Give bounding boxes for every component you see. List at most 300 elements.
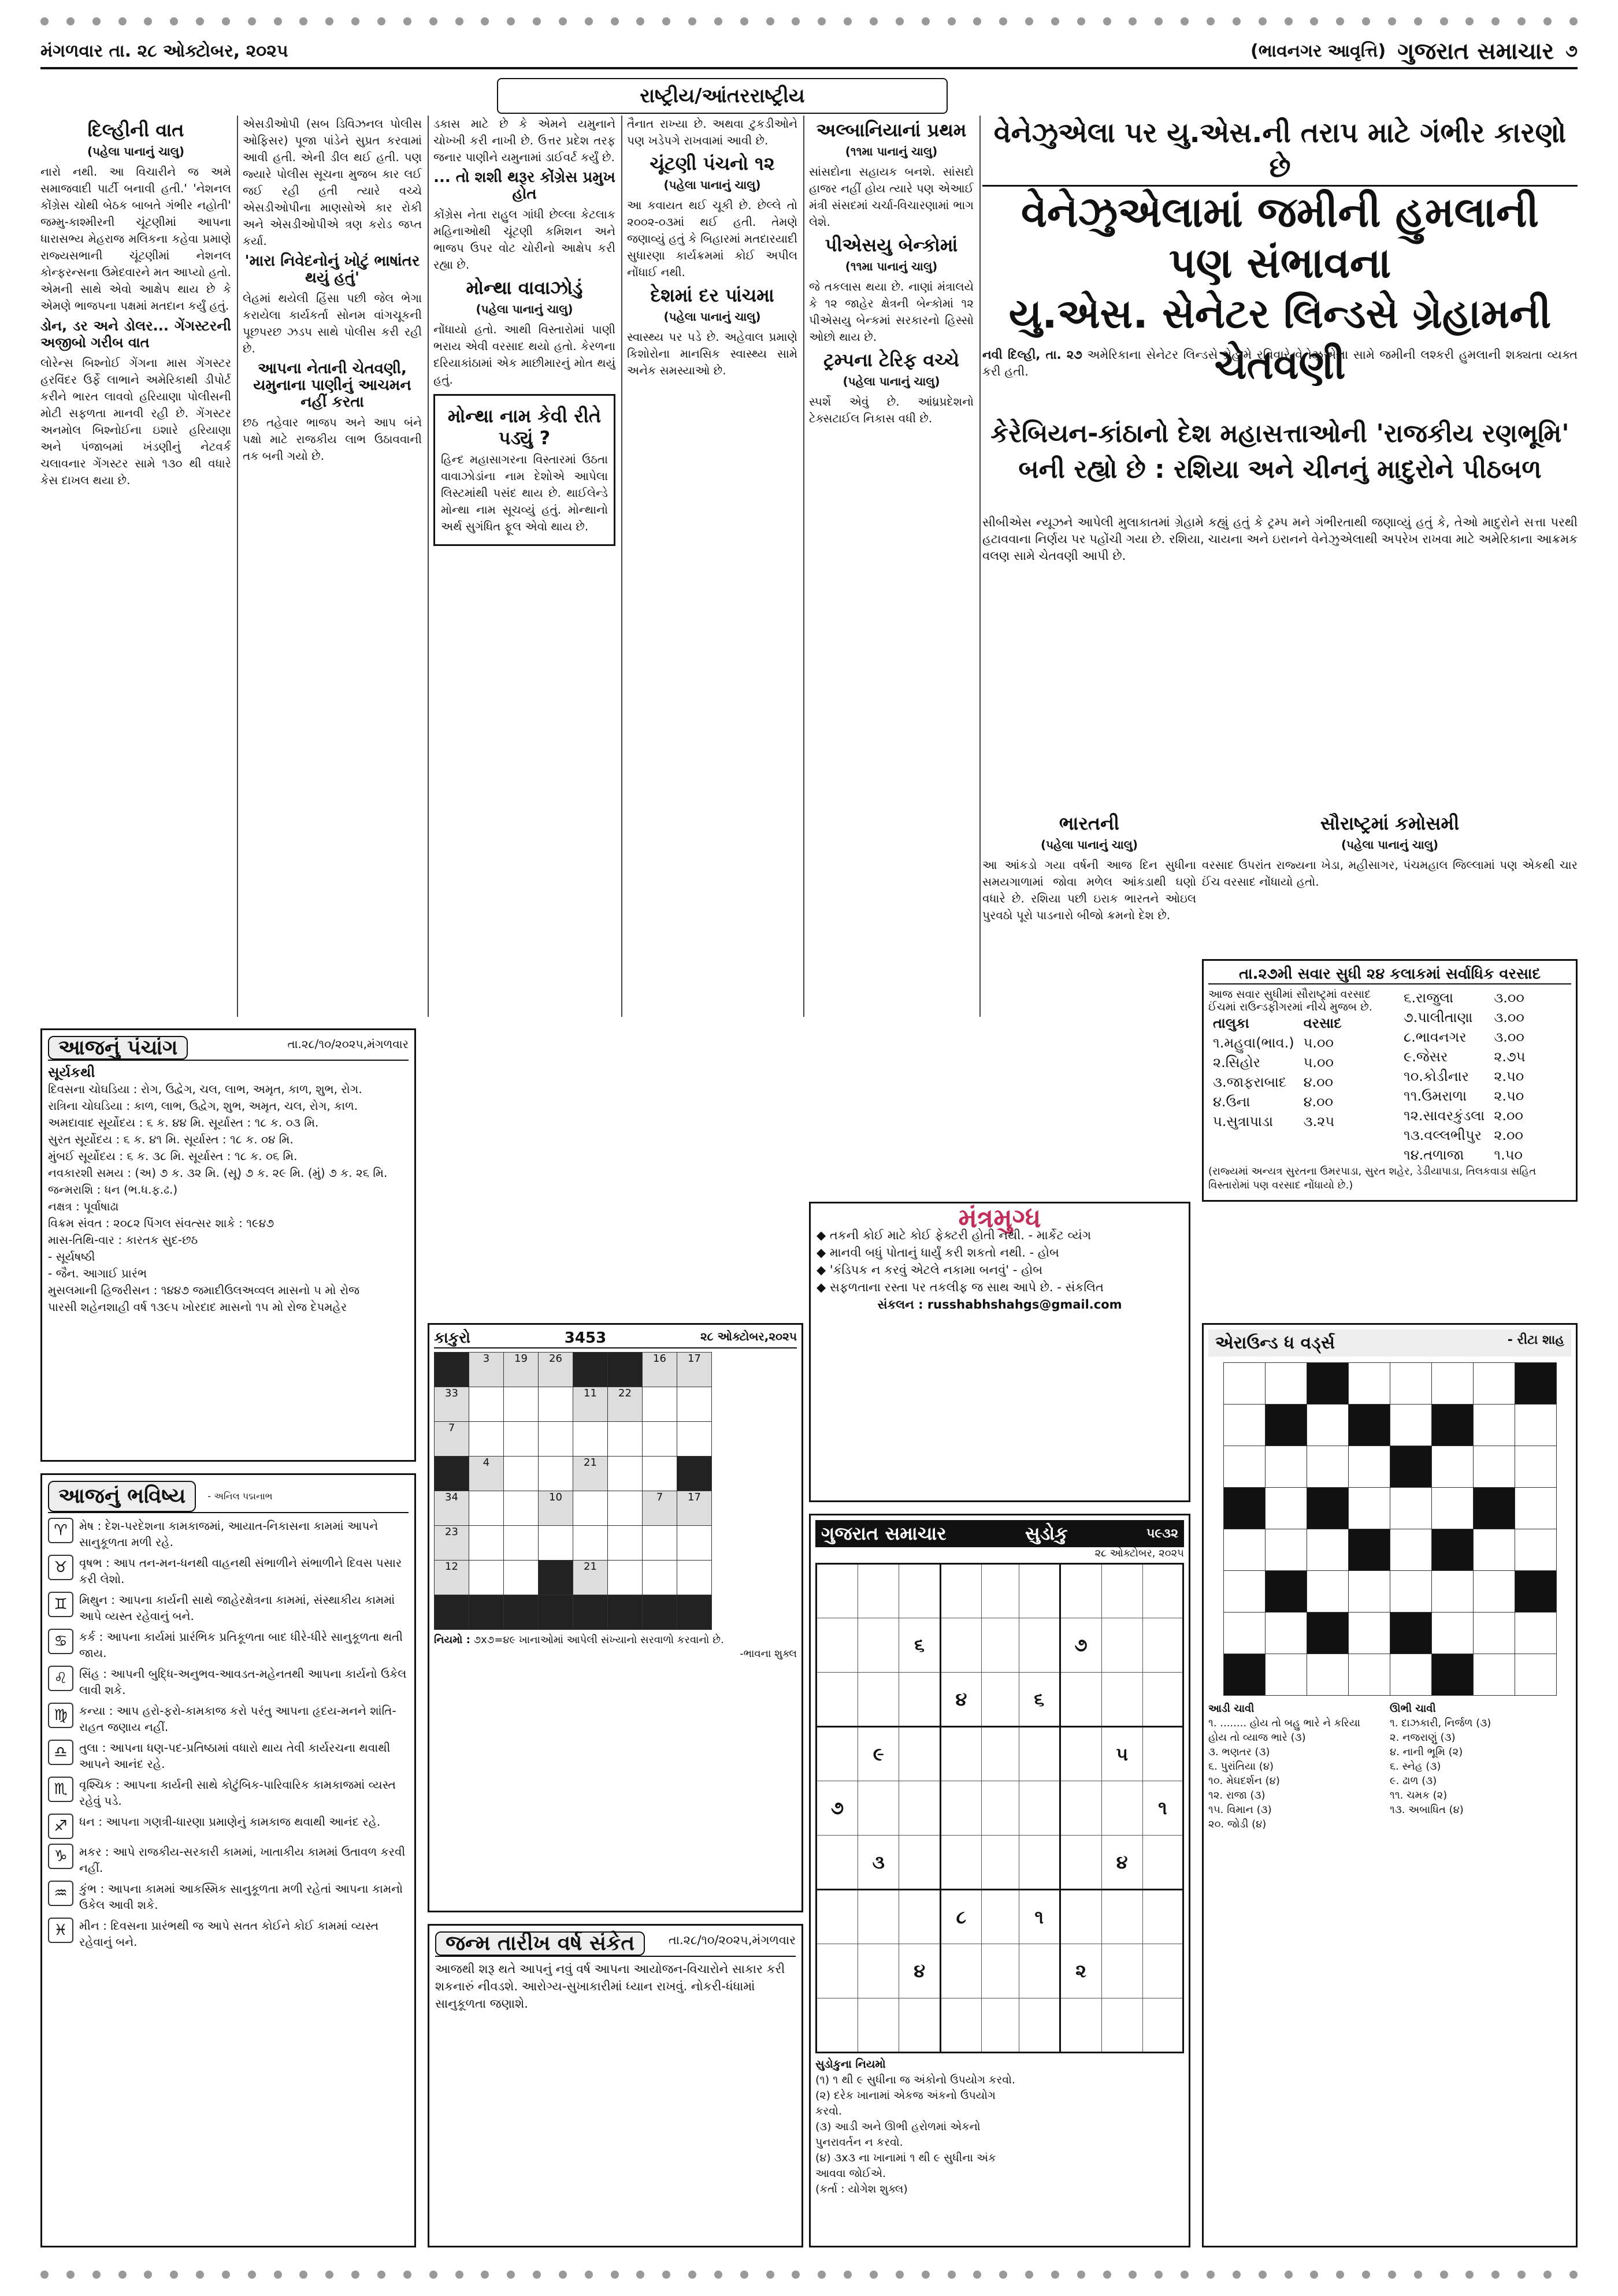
- sudoku-cell: [1060, 1564, 1101, 1618]
- kakuro-cell: [539, 1422, 573, 1457]
- across-clue: ૧૨. રાજા (૩): [1208, 1789, 1266, 1801]
- sudoku-cell: [940, 1944, 981, 1998]
- registration-dot: [1103, 17, 1111, 25]
- kakuro-cell: [469, 1422, 504, 1457]
- registration-dot: [844, 2271, 852, 2279]
- registration-dot: [1543, 2271, 1552, 2279]
- continued-label: (પહેલા પાનાનું ચાલુ): [663, 178, 761, 192]
- crossword-cell: [1390, 1529, 1431, 1571]
- body-text: સ્વાસ્થ્ય પર પડે છે. અહેવાલ પ્રમાણે કિશોરોના માનસિક સ્વાસ્થ્ય સામે અનેક સમસ્યાઓ છે.: [627, 330, 797, 377]
- crossword-cell: [1431, 1571, 1473, 1613]
- kakuro-cell: 23: [435, 1526, 469, 1561]
- crossword-cell: [1348, 1446, 1390, 1488]
- registration-dot: [1103, 2271, 1111, 2279]
- sudoku-cell: ૩: [858, 1836, 899, 1890]
- body-text: સ્પર્શે એવું છે. આંધ્રપ્રદેશનો ટેક્સટાઈલ નિકાસ વધી છે.: [809, 395, 974, 425]
- sudoku-row: [817, 1890, 1183, 1944]
- rashi-text: કુંભ : આપના કામમાં આકસ્મિક સાનુકૂળતા મળી રહેતાં આપના કામનો ઉકેલ આવી શકે.: [79, 1882, 403, 1912]
- kakuro-cell: 11: [573, 1387, 608, 1422]
- crossword-cell: [1307, 1529, 1348, 1571]
- registration-dot: [973, 17, 981, 25]
- kakuro-date: ૨૮ ઓક્ટોબર,૨૦૨૫: [700, 1329, 797, 1343]
- rain-cell: ૧૪.તળાજા: [1404, 1147, 1464, 1163]
- sudoku-box: [809, 1514, 1190, 2247]
- bhavishya-author: - અનિલ પદ્મનાભ: [207, 1491, 273, 1502]
- kakuro-row: [435, 1353, 712, 1387]
- rain-subtitle: આજ સવાર સુધીમાં સૌરાષ્ટ્રમાં વરસાદ ઈંચમાં રાઉન્ડફીગરમાં નીચે મુજબ છે.: [1208, 988, 1372, 1013]
- body-text: નોંધાયો હતો. આથી વિસ્તારોમાં પાણી ભરાય એવી વરસાદ થયો હતો. કેરળના દરિયાકાંઠામાં એક માછીમારનું મોત થયું હતું.: [433, 322, 615, 387]
- registration-dot: [870, 2271, 878, 2279]
- kakuro-cell: [643, 1595, 677, 1630]
- kakuro-cell: [539, 1457, 573, 1491]
- registration-dot: [844, 17, 852, 25]
- sudoku-cell: [982, 1618, 1019, 1673]
- rain-cell: ૧.મહુવા(ભાવ.): [1213, 1035, 1294, 1051]
- rashi-text: વૃશ્ચિક : આપના કાર્યની સાથે કોટુંબિક-પારિવારિક કામકાજમાં વ્યસ્ત રહેવું પડે.: [79, 1778, 396, 1808]
- panchang-line: મુસલમાની હિજરીસન : ૧૪૪૭ જમાદીઉલઅવ્વલ માસનો ૫ મો રોજ: [48, 1283, 360, 1297]
- crossword-cell: [1307, 1571, 1348, 1613]
- sudoku-number: ૫૯૩૨: [1146, 1526, 1178, 1541]
- sudoku-cell: [899, 1781, 940, 1836]
- crossword-cell: [1307, 1363, 1348, 1405]
- crossword-cell: [1307, 1405, 1348, 1446]
- continued-label: (પહેલા પાનાનું ચાલુ): [1040, 838, 1138, 852]
- sudoku-cell: [858, 1998, 899, 2053]
- registration-dot: [170, 2271, 178, 2279]
- rain-cell: ૨.૦૦: [1494, 1108, 1523, 1124]
- rashi-list: [48, 1518, 409, 1950]
- registration-marks-bottom: [40, 2271, 1578, 2279]
- mantra-list: [817, 1227, 1183, 1296]
- rain-cell: ૨.૭૫: [1494, 1049, 1526, 1065]
- crossword-cell: [1307, 1446, 1348, 1488]
- kakuro-cell: [539, 1595, 573, 1630]
- rashi-text: મેષ : દેશ-પરદેશના કામકાજમાં, આયાત-નિકાસના કામમાં આપને સાનુકૂળતા મળી રહે.: [79, 1519, 378, 1549]
- panchang-line: - જૈન. આગાઈ પ્રારંભ: [48, 1266, 147, 1280]
- crossword-cell: [1223, 1363, 1265, 1405]
- kakuro-cell: [573, 1422, 608, 1457]
- rashi-item: [48, 1814, 409, 1839]
- registration-dot: [1181, 17, 1189, 25]
- registration-dot: [92, 17, 101, 25]
- registration-dot: [66, 17, 75, 25]
- crossword-cell: [1348, 1654, 1390, 1696]
- kakuro-cell: 17: [677, 1491, 712, 1526]
- rain-row: [1208, 1092, 1346, 1112]
- registration-dot: [325, 17, 333, 25]
- panchang-line: સુરત સૂર્યોદય : ૬ ક. ૪૧ મિ. સૂર્યાસ્ત : ૧૮ ક. ૦૪ મિ.: [48, 1132, 294, 1146]
- sudoku-cell: [982, 1727, 1019, 1781]
- rain-cell: ૪.૦૦: [1303, 1094, 1334, 1110]
- sudoku-title: સુડોકુ: [1025, 1522, 1068, 1544]
- sudoku-cell: ૬: [899, 1618, 940, 1673]
- kakuro-cell: [608, 1526, 643, 1561]
- rain-row: [1399, 1047, 1530, 1067]
- registration-dot: [1517, 2271, 1526, 2279]
- down-clue: ૧૩. અબાધિત (૪): [1390, 1804, 1464, 1816]
- rain-cell: ૨.૫૦: [1494, 1088, 1524, 1104]
- kakuro-cell: [573, 1526, 608, 1561]
- registration-dot: [455, 17, 463, 25]
- bharat-story: [982, 809, 1196, 1017]
- kakuro-cell: [677, 1526, 712, 1561]
- sudoku-cell: [858, 1781, 899, 1836]
- crossword-row: [1223, 1488, 1556, 1529]
- registration-dot: [1285, 2271, 1293, 2279]
- continued-label: (પહેલા પાનાનું ચાલુ): [87, 144, 185, 158]
- rain-row: [1399, 1125, 1530, 1145]
- kakuro-cell: [469, 1387, 504, 1422]
- crossword-cell: [1390, 1363, 1431, 1405]
- kakuro-row: [435, 1491, 712, 1526]
- sudoku-cell: [940, 1998, 981, 2053]
- sudoku-cell: [1060, 1673, 1101, 1727]
- continued-label: (પહેલા પાનાનું ચાલુ): [1341, 838, 1439, 852]
- sudoku-date: ૨૮ ઓક્ટોબર, ૨૦૨૫: [1094, 1547, 1184, 1559]
- kakuro-cell: [608, 1353, 643, 1387]
- rain-cell: ૪.૦૦: [1303, 1074, 1334, 1090]
- sudoku-cell: [858, 1618, 899, 1673]
- kakuro-title: કાકુરો: [434, 1329, 471, 1347]
- registration-dot: [585, 17, 593, 25]
- registration-dot: [1051, 2271, 1059, 2279]
- rain-row: [1399, 1145, 1530, 1165]
- sudoku-cell: [1101, 1618, 1142, 1673]
- kakuro-cell: 12: [435, 1561, 469, 1595]
- lead-intro: [982, 347, 1578, 416]
- registration-dot: [377, 17, 385, 25]
- sudoku-rule: (૩) આડી અને ઊભી હરોળમાં એકનો પુનરાવર્તન ન કરવો.: [815, 2120, 981, 2149]
- registration-dot: [973, 2271, 981, 2279]
- headline: ચૂંટણી પંચનો ૧૨: [650, 153, 775, 174]
- registration-dot: [196, 17, 204, 25]
- registration-dot: [1259, 17, 1267, 25]
- kakuro-cell: [504, 1387, 539, 1422]
- sudoku-cell: ૯: [858, 1727, 899, 1781]
- crossword-cell: [1348, 1529, 1390, 1571]
- registration-dot: [351, 2271, 359, 2279]
- down-title: ઊભી ચાવી: [1390, 1703, 1436, 1715]
- sudoku-cell: [858, 1564, 899, 1618]
- sudoku-cell: [940, 1618, 981, 1673]
- janma-box: [428, 1924, 803, 2247]
- rain-cell: ૮.ભાવનગર: [1404, 1029, 1467, 1045]
- crossword-grid: [1223, 1362, 1557, 1696]
- registration-dot: [507, 17, 515, 25]
- registration-dot: [1155, 2271, 1163, 2279]
- sudoku-cell: ૪: [940, 1673, 981, 1727]
- registration-dot: [896, 17, 904, 25]
- rain-row: [1208, 1053, 1346, 1072]
- kakuro-cell: [435, 1353, 469, 1387]
- registration-dot: [1285, 17, 1293, 25]
- registration-dot: [818, 17, 826, 25]
- sudoku-cell: [982, 1564, 1019, 1618]
- masthead-date: મંગળવાર તા. ૨૮ ઓક્ટોબર, ૨૦૨૫: [40, 40, 288, 61]
- sudoku-cell: [982, 1998, 1019, 2053]
- sudoku-cell: [1142, 1944, 1183, 1998]
- sudoku-grid: [815, 1563, 1184, 2053]
- kakuro-row: [435, 1387, 712, 1422]
- registration-dot: [144, 17, 152, 25]
- col-header: તાલુકા: [1213, 1015, 1249, 1031]
- kakuro-cell: [643, 1422, 677, 1457]
- column-delhi: [40, 116, 231, 1017]
- registration-dot: [66, 2271, 75, 2279]
- col-header: વરસાદ: [1303, 1015, 1342, 1031]
- crossword-cell: [1265, 1405, 1307, 1446]
- rain-cell: ૩.૦૦: [1494, 990, 1524, 1006]
- kakuro-cell: 21: [573, 1457, 608, 1491]
- crossword-cell: [1431, 1654, 1473, 1696]
- crossword-cell: [1515, 1405, 1556, 1446]
- registration-dot: [766, 17, 774, 25]
- registration-dot: [1336, 2271, 1344, 2279]
- zodiac-icon: ♐: [48, 1814, 73, 1839]
- sudoku-cell: ૭: [817, 1781, 858, 1836]
- kakuro-cell: [677, 1457, 712, 1491]
- body-text: નારો નથી. આ વિચારીને જ અમે સમાજવાદી પાર્ટી બનાવી હતી.' 'નેશનલ કોંગ્રેસ ચોથી બેઠક બાબતે ગંભીર નહોતી' જમ્મુ-કાશ્મીરની ચૂંટણીમાં આપના ધારાસભ્ય મેહરાજ મલિકના કહેવા પ્રમાણે રાજ્યસભાની ચૂંટણીમાં નેશનલ કોન્ફરન્સના ઉમેદવારને મત આપ્યો હતો. એમની સાથે એવો આક્ષેપ થાય છે કે એમણે ભાજપના પક્ષમાં મતદાન કર્યું હતું.: [40, 165, 231, 313]
- rain-cell: ૩.૦૦: [1494, 1029, 1524, 1045]
- registration-dot: [611, 17, 619, 25]
- registration-dot: [1414, 2271, 1422, 2279]
- registration-dot: [662, 2271, 670, 2279]
- crossword-cell: [1223, 1446, 1265, 1488]
- crossword-cell: [1515, 1488, 1556, 1529]
- registration-dot: [1077, 17, 1085, 25]
- kakuro-cell: [539, 1526, 573, 1561]
- registration-dot: [1310, 17, 1318, 25]
- sudoku-cell: [1060, 1890, 1101, 1944]
- sudoku-cell: ૧: [1019, 1890, 1060, 1944]
- kakuro-cell: [504, 1422, 539, 1457]
- zodiac-icon: ♍: [48, 1703, 73, 1728]
- sudoku-cell: [1142, 1618, 1183, 1673]
- body-text: લેહમાં થયેલી હિંસા પછી જેલ ભેગા કરાયેલા કાર્યકર્તા સોનમ વાંગચૂકની પૂછપરછ ઝડપ સાથે પોલીસ કરી રહી છે.: [243, 291, 422, 355]
- crossword-cell: [1431, 1363, 1473, 1405]
- rain-cell: ૨.૫૦: [1494, 1068, 1524, 1084]
- lead-subhead: [982, 416, 1578, 508]
- registration-dot: [1051, 17, 1059, 25]
- zodiac-icon: ♋: [48, 1629, 73, 1654]
- mantra-quote: ◆ તકની કોઈ માટે કોઈ ફેક્ટરી હોતી નથી. - માર્કેટ વ્યંગ: [817, 1228, 1092, 1242]
- sudoku-cell: [1019, 1836, 1060, 1890]
- crossword-cell: [1223, 1613, 1265, 1654]
- kakuro-cell: [504, 1561, 539, 1595]
- crossword-cell: [1473, 1571, 1515, 1613]
- sudoku-cell: [1019, 1727, 1060, 1781]
- rashi-text: કર્ક : આપના કાર્યમાં પ્રારંભિક પ્રતિકૂળતા બાદ ધીરે-ધીરે સાનુકૂળતા થતી જાય.: [79, 1630, 403, 1660]
- kakuro-cell: [608, 1457, 643, 1491]
- kakuro-cell: 3: [469, 1353, 504, 1387]
- registration-dot: [351, 17, 359, 25]
- registration-dot: [274, 17, 282, 25]
- headline: દેશમાં દર પાંચમા: [650, 284, 774, 306]
- section-title: રાષ્ટ્રીય/આંતરરાષ્ટ્રીય: [497, 78, 948, 114]
- kakuro-cell: [573, 1353, 608, 1387]
- registration-dot: [636, 2271, 644, 2279]
- lead-subheadline-2: બની રહ્યો છે : રશિયા અને ચીનનું માદુરોને પીઠબળ: [1018, 455, 1542, 484]
- rashi-item: [48, 1740, 409, 1772]
- registration-dot: [1388, 2271, 1396, 2279]
- masthead: [40, 35, 1578, 69]
- rain-cell: ૭.પાલીતાણા: [1404, 1009, 1473, 1026]
- sudoku-cell: [817, 1727, 858, 1781]
- sudoku-cell: [899, 1998, 940, 2053]
- registration-dot: [1336, 17, 1344, 25]
- registration-dot: [1025, 2271, 1033, 2279]
- rashi-item: [48, 1703, 409, 1735]
- registration-dot: [1077, 2271, 1085, 2279]
- sudoku-cell: [940, 1836, 981, 1890]
- registration-dot: [533, 17, 541, 25]
- registration-dot: [922, 2271, 930, 2279]
- rashi-item: [48, 1518, 409, 1550]
- crossword-cell: [1390, 1405, 1431, 1446]
- sudoku-cell: [817, 1673, 858, 1727]
- mantra-quote: ◆ 'કંડિપક ન કરવું એટલે નકામા બનવું' - હોબ: [817, 1263, 1043, 1277]
- sudoku-cell: [1142, 1727, 1183, 1781]
- registration-dot: [403, 2271, 411, 2279]
- registration-dot: [948, 2271, 956, 2279]
- kakuro-cell: [643, 1526, 677, 1561]
- crossword-cell: [1307, 1613, 1348, 1654]
- crossword-cell: [1390, 1446, 1431, 1488]
- registration-dot: [611, 2271, 619, 2279]
- kakuro-grid: [434, 1352, 712, 1630]
- registration-dot: [92, 2271, 101, 2279]
- kakuro-cell: [677, 1561, 712, 1595]
- rain-cell: ૨.સિહોર: [1213, 1054, 1261, 1071]
- rules-title: સુડોકુના નિયમો: [815, 2058, 886, 2071]
- zodiac-icon: ♒: [48, 1881, 73, 1906]
- kakuro-cell: 26: [539, 1353, 573, 1387]
- sudoku-row: [817, 1564, 1183, 1618]
- kakuro-cell: 4: [469, 1457, 504, 1491]
- registration-dot: [274, 2271, 282, 2279]
- headline: દિલ્હીની વાત: [87, 119, 184, 141]
- mantra-title: મંત્રમુગ્ધ: [958, 1202, 1041, 1234]
- panchang-line: અમદાવાદ સૂર્યોદય : ૬ ક. ૪૪ મિ. સૂર્યાસ્ત : ૧૮ ક. ૦૩ મિ.: [48, 1116, 319, 1130]
- kakuro-cell: [608, 1561, 643, 1595]
- crossword-cell: [1473, 1405, 1515, 1446]
- registration-dot: [299, 2271, 307, 2279]
- sudoku-cell: [1019, 1564, 1060, 1618]
- registration-dot: [792, 17, 800, 25]
- edition: (ભાવનગર આવૃત્તિ): [1250, 40, 1386, 61]
- sudoku-cell: [1060, 1836, 1101, 1890]
- down-clue: ૨. નજરાણું (૩): [1390, 1732, 1456, 1744]
- sudoku-cell: [1019, 1944, 1060, 1998]
- zodiac-icon: ♓: [48, 1918, 73, 1943]
- sudoku-row: [817, 1781, 1183, 1836]
- crossword-cell: [1265, 1488, 1307, 1529]
- sudoku-cell: ૨: [1060, 1944, 1101, 1998]
- headline: પીએસયુ બેન્કોમાં: [825, 234, 958, 256]
- rashi-item: [48, 1918, 409, 1950]
- registration-dot: [429, 2271, 437, 2279]
- crossword-row: [1223, 1446, 1556, 1488]
- rain-cell: ૪.ઉના: [1213, 1094, 1250, 1110]
- body-text: આ કવાયત થઈ ચૂકી છે. છેલ્લે તો ૨૦૦૨-૦૩માં થઈ હતી. તેમણે જણાવ્યું હતું કે બિહારમાં મતદારયાદી સુધારણા કાર્યક્રમમાં કોઈ અપીલ નોંધાઈ નથી.: [627, 198, 797, 279]
- registration-dot: [1207, 2271, 1215, 2279]
- across-clue: ૩. ભણતર (૩): [1208, 1746, 1270, 1758]
- registration-dot: [481, 2271, 489, 2279]
- body-text: ડકાસ માટે છે કે એમને યમુનાને ચોખ્ખી કરી નાખી છે. ઉત્તર પ્રદેશ તરફ જનાર પાણીને યમુનામાં ડાઈવર્ટ કર્યું છે.: [433, 117, 615, 164]
- kakuro-cell: [539, 1561, 573, 1595]
- kakuro-cell: 33: [435, 1387, 469, 1422]
- kakuro-cell: [504, 1491, 539, 1526]
- lead-kicker: વેનેઝુએલા પર યુ.એસ.ની તરાપ માટે ગંભીર કારણો છે: [982, 116, 1578, 187]
- across-clue: ૨૦. જોડી (૪): [1208, 1818, 1267, 1830]
- registration-dot: [118, 2271, 127, 2279]
- crossword-cell: [1515, 1571, 1556, 1613]
- kakuro-cell: [469, 1561, 504, 1595]
- kakuro-cell: [677, 1422, 712, 1457]
- registration-dot: [248, 17, 256, 25]
- sudoku-cell: ૪: [1101, 1836, 1142, 1890]
- sudoku-cell: [982, 1836, 1019, 1890]
- kakuro-cell: 16: [643, 1353, 677, 1387]
- panchang-line: જન્મરાશિ : ધન (ભ.ધ.ફ.ઢ.): [48, 1183, 178, 1197]
- sudoku-cell: ૫: [1101, 1727, 1142, 1781]
- body-text: તૈનાત રાખ્યા છે. અથવા ટુકડીઓને પણ ખડેપગે રાખવામાં આવી છે.: [627, 117, 797, 147]
- crossword-cell: [1348, 1488, 1390, 1529]
- crossword-cell: [1431, 1613, 1473, 1654]
- zodiac-icon: ♑: [48, 1844, 73, 1869]
- panchang-date: તા.૨૮/૧૦/૨૦૨૫,મંગળવાર: [287, 1037, 409, 1051]
- crossword-cell: [1431, 1405, 1473, 1446]
- zodiac-icon: ♉: [48, 1555, 73, 1580]
- kakuro-author: -ભાવના શુક્લ: [740, 1648, 797, 1660]
- rain-cell: ૧૨.સાવરકુંડલા: [1404, 1108, 1485, 1124]
- rashi-item: [48, 1592, 409, 1624]
- crossword-cell: [1431, 1529, 1473, 1571]
- rain-cell: ૧.૫૦: [1494, 1147, 1523, 1163]
- sudoku-cell: [858, 1944, 899, 1998]
- sudoku-cell: [817, 1564, 858, 1618]
- sudoku-cell: ૧: [1142, 1781, 1183, 1836]
- across-title: આડી ચાવી: [1208, 1703, 1255, 1715]
- sudoku-cell: [1101, 1944, 1142, 1998]
- registration-dot: [870, 17, 878, 25]
- registration-dot: [792, 2271, 800, 2279]
- sudoku-cell: [1101, 1673, 1142, 1727]
- rashi-item: [48, 1844, 409, 1876]
- sudoku-cell: [1101, 1781, 1142, 1836]
- registration-dot: [1491, 17, 1500, 25]
- crossword-cell: [1515, 1363, 1556, 1405]
- page-number: ૭: [1565, 40, 1578, 61]
- registration-dot: [1517, 17, 1526, 25]
- crossword-cell: [1348, 1613, 1390, 1654]
- continued-label: (પહેલા પાનાનું ચાલુ): [476, 302, 573, 316]
- rashi-text: મીન : દિવસના પ્રારંભથી જ આપે સતત કોઈને કોઈ કામમાં વ્યસ્ત રહેવાનું બને.: [79, 1919, 378, 1949]
- janma-title: જન્મ તારીખ વર્ષ સંકેત: [435, 1931, 645, 1956]
- registration-dot: [1440, 2271, 1448, 2279]
- sudoku-cell: [1060, 1727, 1101, 1781]
- rain-cell: ૫.સુત્રાપાડા: [1213, 1113, 1273, 1130]
- sudoku-cell: [899, 1727, 940, 1781]
- rain-cell: ૧૧.ઉમરાળા: [1404, 1088, 1467, 1104]
- sudoku-cell: [1142, 1998, 1183, 2053]
- across-clue: ૧૫. વિમાન (૩): [1208, 1804, 1272, 1816]
- body-text: સીબીએસ ન્યૂઝને આપેલી મુલાકાતમાં ગ્રેહામે કહ્યું હતું કે ટ્રમ્પ મને ગંભીરતાથી જણાવ્યું હતું કે, તેઓ માદુરોને સત્તા પરથી હટાવવાના નિર્ણય પર પહોંચી ગયા છે. રશિયા, ચાયના અને ઇરાનને વેનેઝુએલાથી અપરેખ રાખવા માટે અમેરિકાના આક્રમક વલણ સામે ચેતવણી આપી છે.: [982, 515, 1578, 563]
- panchang-line: નક્ષત્ર : પૂર્વાષાઢા: [48, 1199, 119, 1213]
- crossword-cell: [1223, 1405, 1265, 1446]
- rain-cell: ૫.૦૦: [1303, 1035, 1334, 1051]
- rain-row: [1399, 1027, 1530, 1047]
